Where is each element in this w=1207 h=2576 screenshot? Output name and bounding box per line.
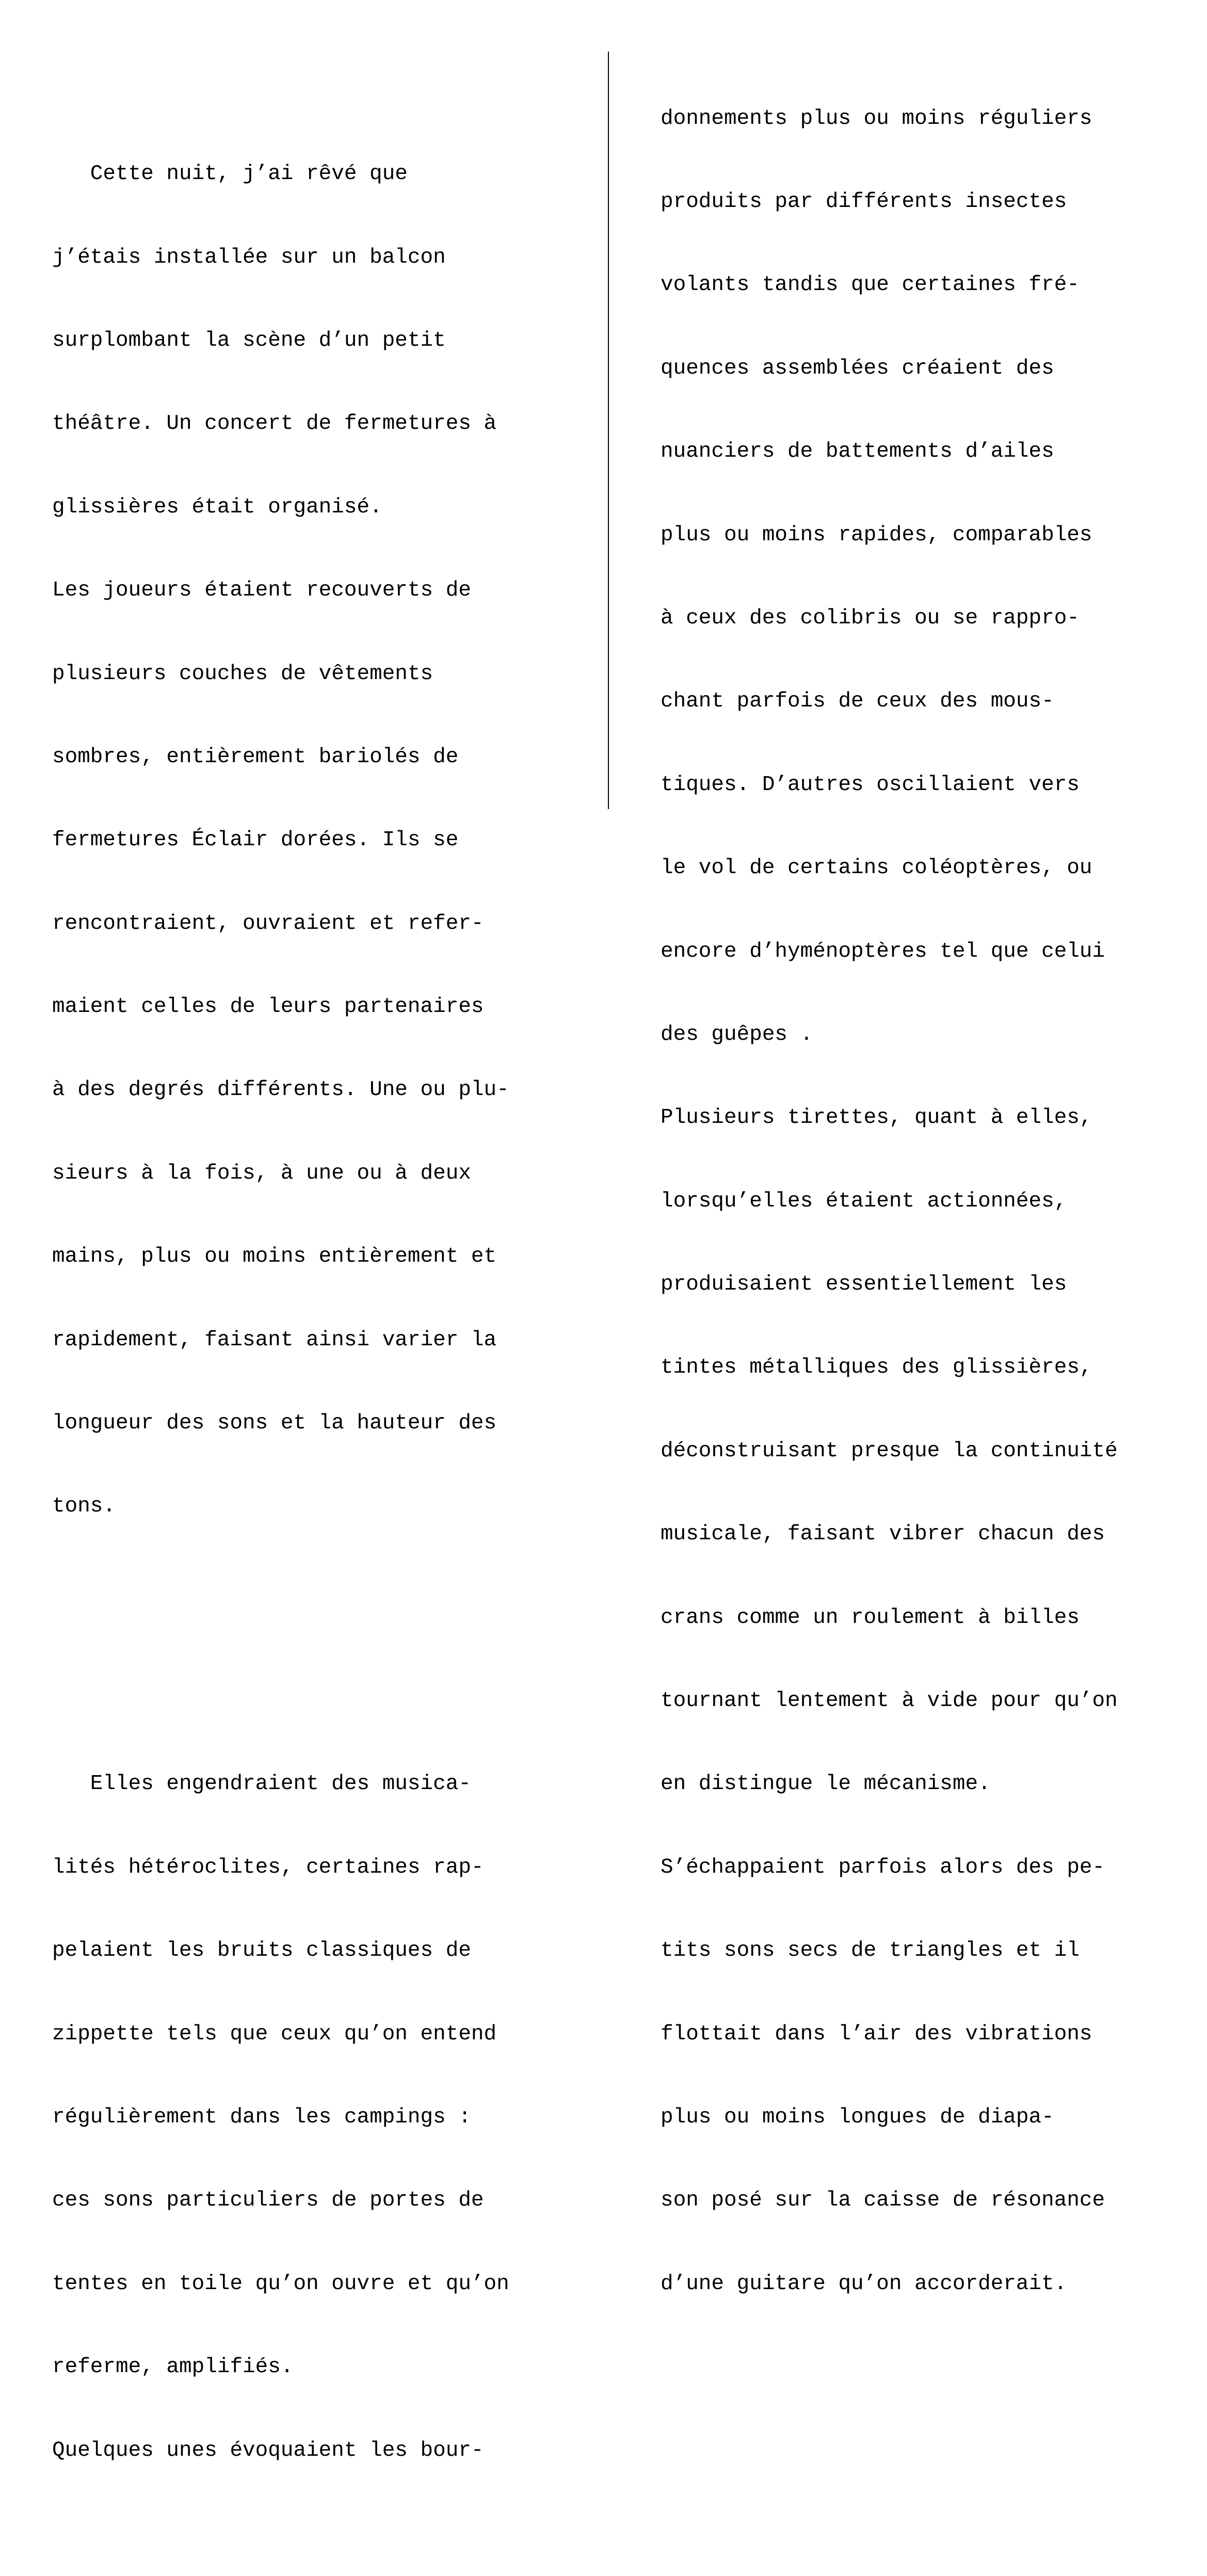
- text-line: théâtre. Un concert de fermetures à: [52, 412, 497, 436]
- text-line: tournant lentement à vide pour qu’on: [661, 1689, 1118, 1713]
- text-line: donnements plus ou moins réguliers: [661, 106, 1092, 131]
- text-line: son posé sur la caisse de résonance: [661, 2188, 1105, 2213]
- column-divider: [608, 52, 609, 809]
- text-line: produits par différents insectes: [661, 189, 1067, 214]
- text-line: tits sons secs de triangles et il: [661, 1939, 1080, 1963]
- text-line: j’étais installée sur un balcon: [52, 245, 446, 269]
- text-line: sombres, entièrement bariolés de: [52, 745, 459, 769]
- text-line: Les joueurs étaient recouverts de: [52, 578, 471, 603]
- text-line: des guêpes .: [661, 1022, 813, 1046]
- text-line: plus ou moins rapides, comparables: [661, 523, 1092, 547]
- text-line: lités hétéroclites, certaines rap-: [52, 1855, 484, 1879]
- text-line: à ceux des colibris ou se rappro-: [661, 606, 1080, 630]
- text-line: produisaient essentiellement les: [661, 1273, 1067, 1297]
- text-line: fermetures Éclair dorées. Ils se: [52, 828, 459, 852]
- text-line: tiques. D’autres oscillaient vers: [661, 772, 1080, 797]
- text-line: pelaient les bruits classiques de: [52, 1939, 471, 1963]
- text-line: tintes métalliques des glissières,: [661, 1356, 1092, 1380]
- text-line: plusieurs couches de vêtements: [52, 662, 433, 686]
- text-line: flottait dans l’air des vibrations: [661, 2022, 1092, 2046]
- right-column: [661, 50, 1182, 2354]
- text-line: glissières était organisé.: [52, 495, 382, 519]
- left-column: [52, 50, 568, 2576]
- text-line: régulièrement dans les campings :: [52, 2105, 471, 2129]
- text-line: à des degrés différents. Une ou plu-: [52, 1078, 509, 1102]
- text-line: en distingue le mécanisme.: [661, 1772, 991, 1796]
- text-line: le vol de certains coléoptères, ou: [661, 856, 1092, 880]
- text-line: volants tandis que certaines fré-: [661, 273, 1080, 297]
- text-line: d’une guitare qu’on accorderait.: [661, 2272, 1067, 2296]
- text-line: déconstruisant presque la continuité: [661, 1439, 1118, 1463]
- paragraph-1: [52, 105, 568, 1576]
- text-line: tons.: [52, 1494, 116, 1519]
- text-line: sieurs à la fois, à une ou à deux: [52, 1161, 471, 1185]
- text-line: surplombant la scène d’un petit: [52, 328, 446, 352]
- text-line: plus ou moins longues de diapa-: [661, 2105, 1054, 2129]
- text-line: S’échappaient parfois alors des pe-: [661, 1855, 1105, 1879]
- text-line: longueur des sons et la hauteur des: [52, 1411, 497, 1436]
- text-line: maient celles de leurs partenaires: [52, 995, 484, 1019]
- text-line: rapidement, faisant ainsi varier la: [52, 1328, 497, 1352]
- text-line: rencontraient, ouvraient et refer-: [52, 911, 484, 936]
- text-line: lorsqu’elles étaient actionnées,: [661, 1189, 1067, 1213]
- text-line: crans comme un roulement à billes: [661, 1605, 1080, 1630]
- paragraph-gap: [52, 1632, 568, 1660]
- text-line: tentes en toile qu’on ouvre et qu’on: [52, 2272, 509, 2296]
- text-line: ces sons particuliers de portes de: [52, 2188, 484, 2213]
- text-line: nuanciers de battements d’ailes: [661, 440, 1054, 464]
- text-line: musicale, faisant vibrer chacun des: [661, 1522, 1105, 1547]
- text-line: quences assemblées créaient des: [661, 356, 1054, 380]
- text-line: Cette nuit, j’ai rêvé que: [52, 162, 408, 186]
- text-line: chant parfois de ceux des mous-: [661, 689, 1054, 714]
- text-line: Elles engendraient des musica-: [52, 1772, 471, 1796]
- text-line: Plusieurs tirettes, quant à elles,: [661, 1106, 1092, 1130]
- paragraph-2: [52, 1715, 568, 2520]
- text-line: encore d’hyménoptères tel que celui: [661, 939, 1105, 963]
- text-line: zippette tels que ceux qu’on entend: [52, 2022, 497, 2046]
- text-line: mains, plus ou moins entièrement et: [52, 1245, 497, 1269]
- text-line: referme, amplifiés.: [52, 2355, 294, 2379]
- text-line: Quelques unes évoquaient les bour-: [52, 2438, 484, 2462]
